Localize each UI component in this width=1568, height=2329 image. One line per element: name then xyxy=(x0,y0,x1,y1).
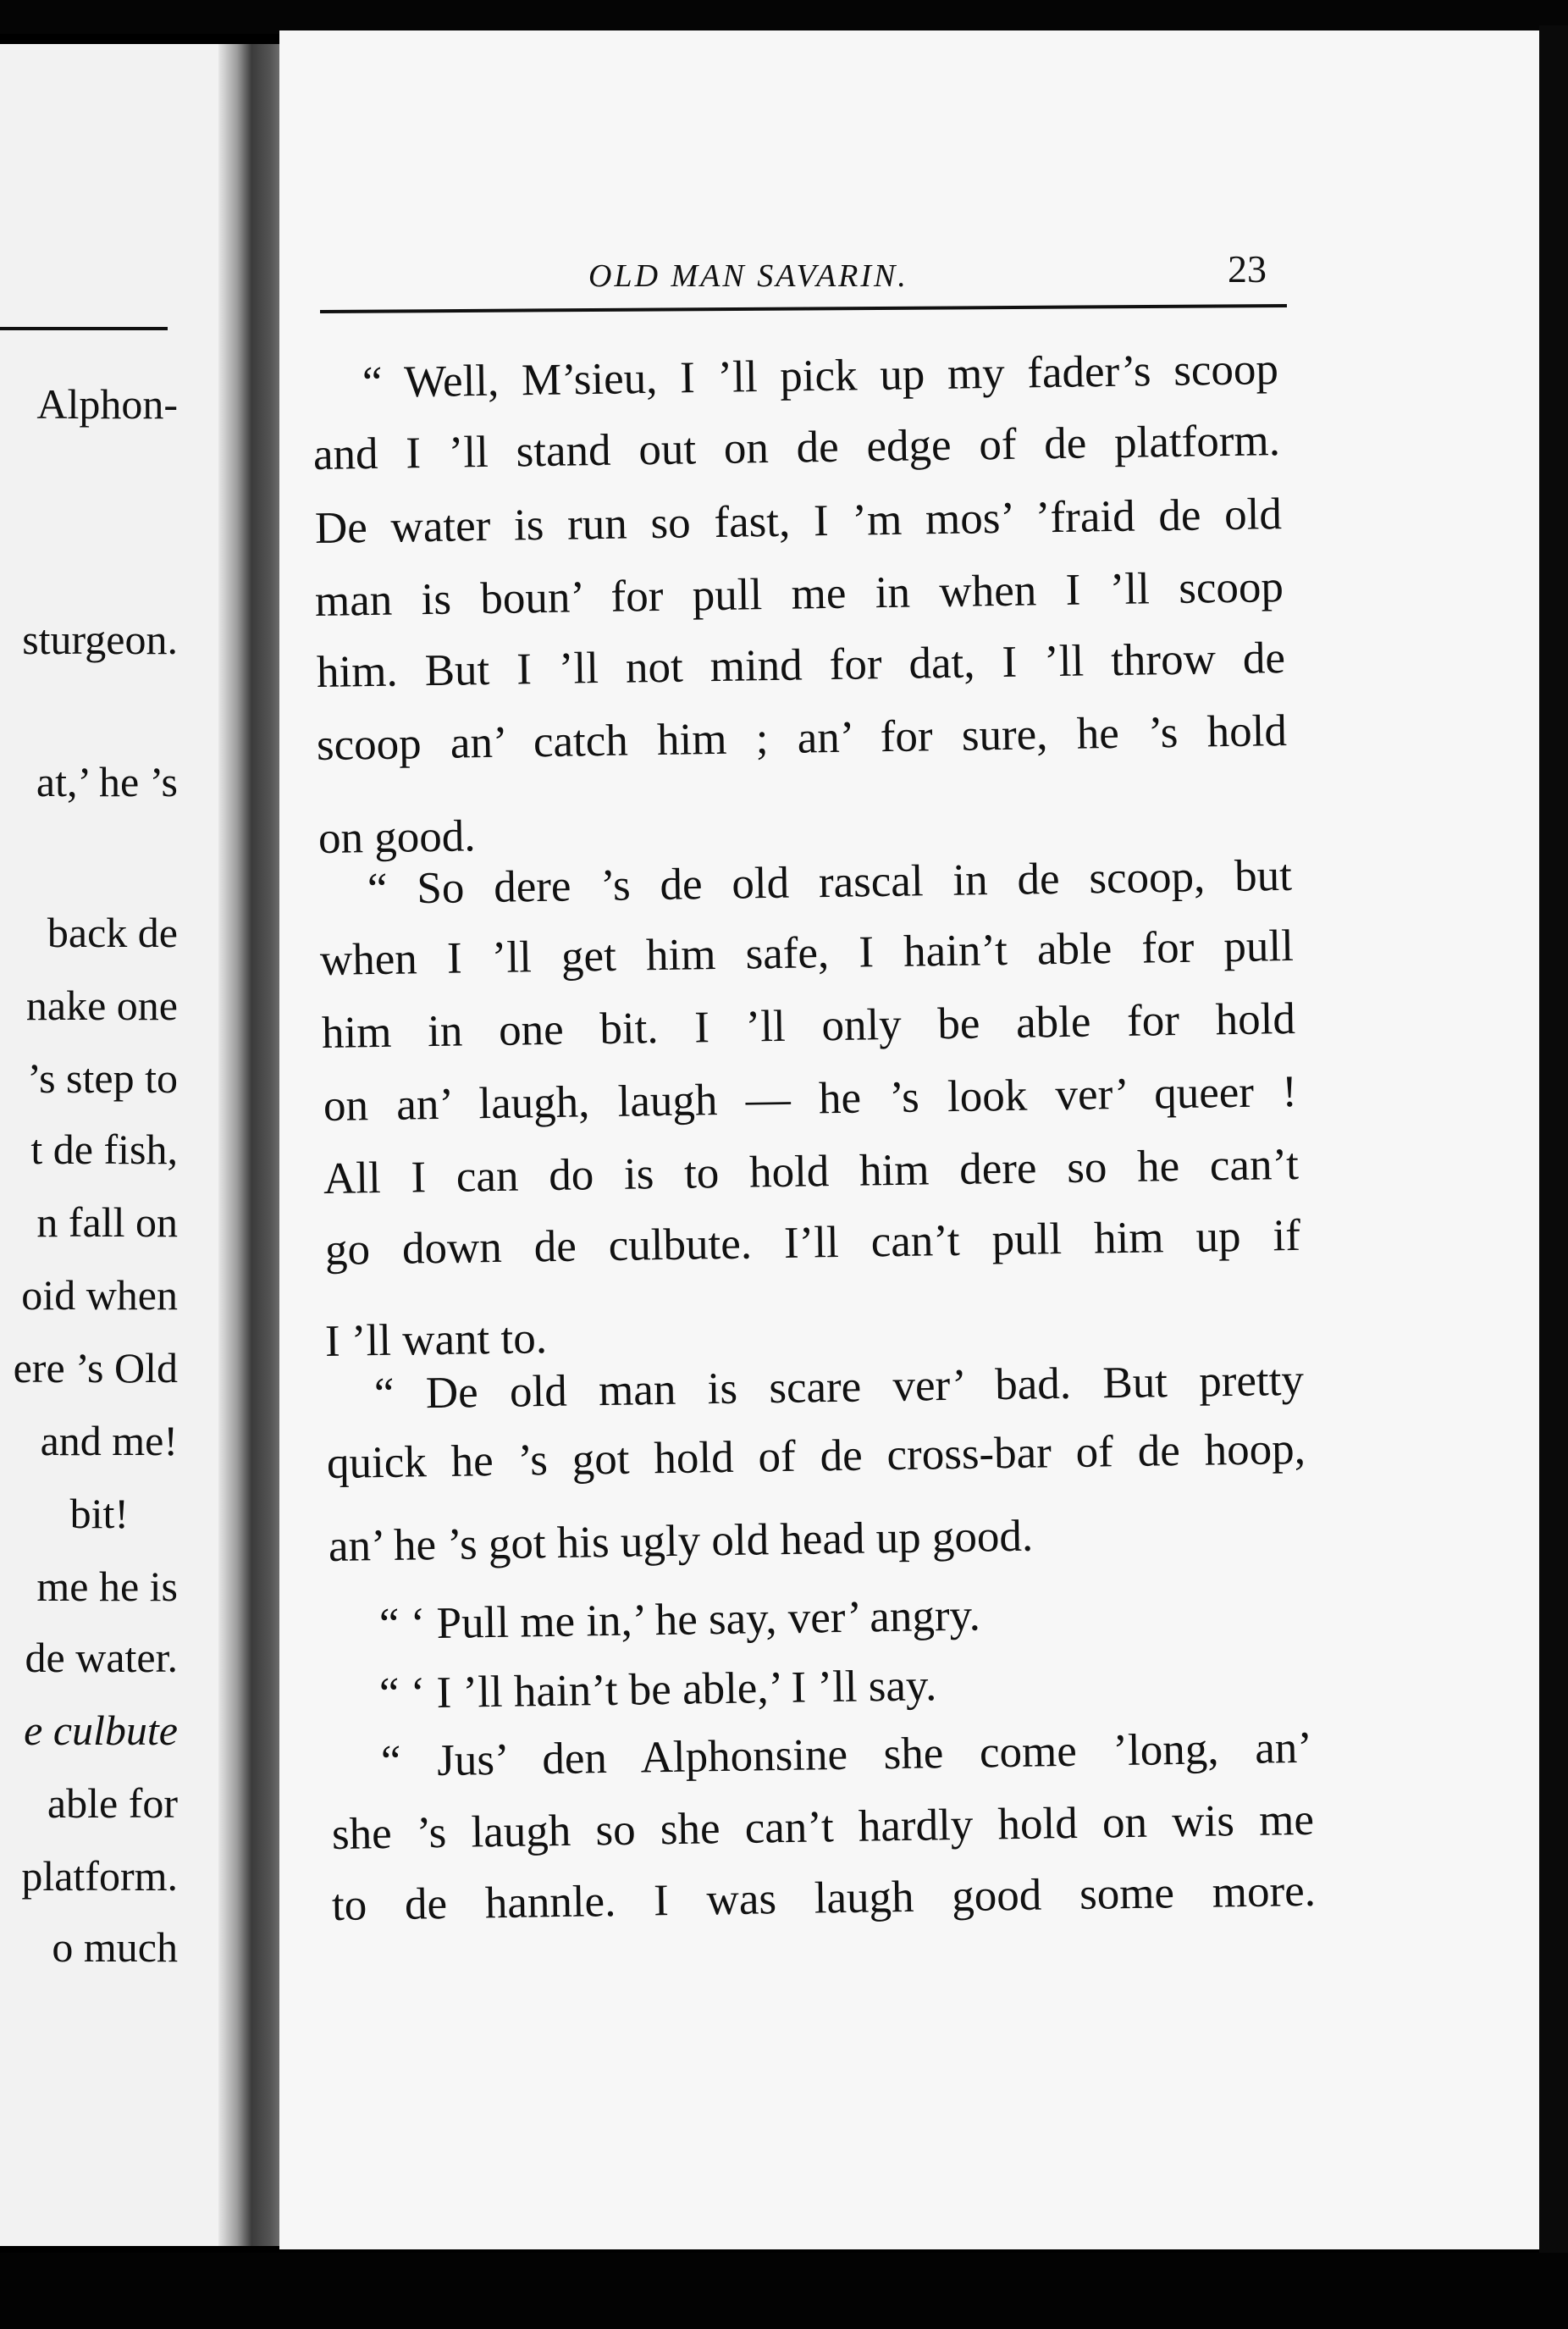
text-line: All I can do is to hold him dere so he can’t xyxy=(323,1139,1300,1203)
left-page-text xyxy=(0,44,178,2246)
scan-border-top xyxy=(0,0,1568,34)
text-line: him in one bit. I ’ll only be able for hold xyxy=(321,993,1296,1058)
left-line: back de xyxy=(47,909,178,956)
left-line: at,’ he ’s xyxy=(36,758,178,805)
left-line: and me! xyxy=(40,1417,178,1464)
right-page xyxy=(279,30,1539,2249)
page-number: 23 xyxy=(1228,247,1267,290)
text-line: “ ‘ Pull me in,’ he say, ver’ angry. xyxy=(378,1590,981,1649)
left-line: Alphon- xyxy=(36,380,178,428)
text-line: “ ‘ I ’ll hain’t be able,’ I ’ll say. xyxy=(378,1661,937,1718)
text-line: “ Jus’ den Alphonsine she come ’long, an’ xyxy=(380,1723,1313,1786)
left-line: ere ’s Old xyxy=(13,1344,178,1391)
left-line: n fall on xyxy=(36,1198,178,1246)
left-line: bit! xyxy=(69,1490,129,1537)
text-line: an’ he ’s got his ugly old head up good. xyxy=(328,1511,1034,1571)
left-line: oid when xyxy=(21,1271,178,1319)
text-line: “ So dere ’s de old rascal in de scoop, but xyxy=(367,850,1293,914)
text-line: on an’ laugh, laugh — he ’s look ver’ queer ! xyxy=(323,1066,1298,1131)
text-line: go down de culbute. I’ll can’t pull him up if xyxy=(324,1210,1301,1275)
left-line: de water. xyxy=(25,1634,178,1681)
text-line: quick he ’s got hold of de cross-bar of de hoop, xyxy=(326,1424,1306,1488)
left-line: t de fish, xyxy=(30,1126,178,1173)
running-head: OLD MAN SAVARIN. xyxy=(588,258,908,294)
left-page xyxy=(0,44,254,2246)
text-line: when I ’ll get him safe, I hain’t able for pull xyxy=(319,921,1295,985)
scan-border-bottom xyxy=(0,2253,1568,2329)
body-text xyxy=(279,30,1539,1978)
left-line: me he is xyxy=(36,1563,178,1610)
left-line: ’s step to xyxy=(27,1054,178,1102)
left-line: platform. xyxy=(21,1852,178,1900)
left-line: e culbute xyxy=(24,1707,178,1754)
text-line: him. But I ’ll not mind for dat, I ’ll throw de xyxy=(316,633,1286,697)
left-line: nake one xyxy=(25,982,178,1029)
text-line: scoop an’ catch him ; an’ for sure, he ’s hold xyxy=(316,706,1288,770)
left-line: able for xyxy=(47,1779,178,1827)
text-line: on good. xyxy=(317,811,476,863)
left-line: sturgeon. xyxy=(22,616,178,663)
text-line: to de hannle. I was laugh good some more. xyxy=(331,1866,1317,1930)
text-line: she ’s laugh so she can’t hardly hold on wis me xyxy=(331,1795,1315,1859)
text-line: man is boun’ for pull me in when I ’ll scoop xyxy=(314,562,1284,626)
text-line: I ’ll want to. xyxy=(324,1314,548,1366)
left-line: o much xyxy=(52,1923,178,1971)
scan-border-right xyxy=(1539,25,1568,2261)
text-line: De water is run so fast, I ’m mos’ ’fraid de old xyxy=(314,490,1283,553)
text-line: and I ’ll stand out on de edge of de platform. xyxy=(312,416,1281,479)
text-line: “ De old man is scare ver’ bad. But pretty xyxy=(373,1355,1305,1419)
text-line: “ Well, M’sieu, I ’ll pick up my fader’s scoop xyxy=(362,344,1279,407)
